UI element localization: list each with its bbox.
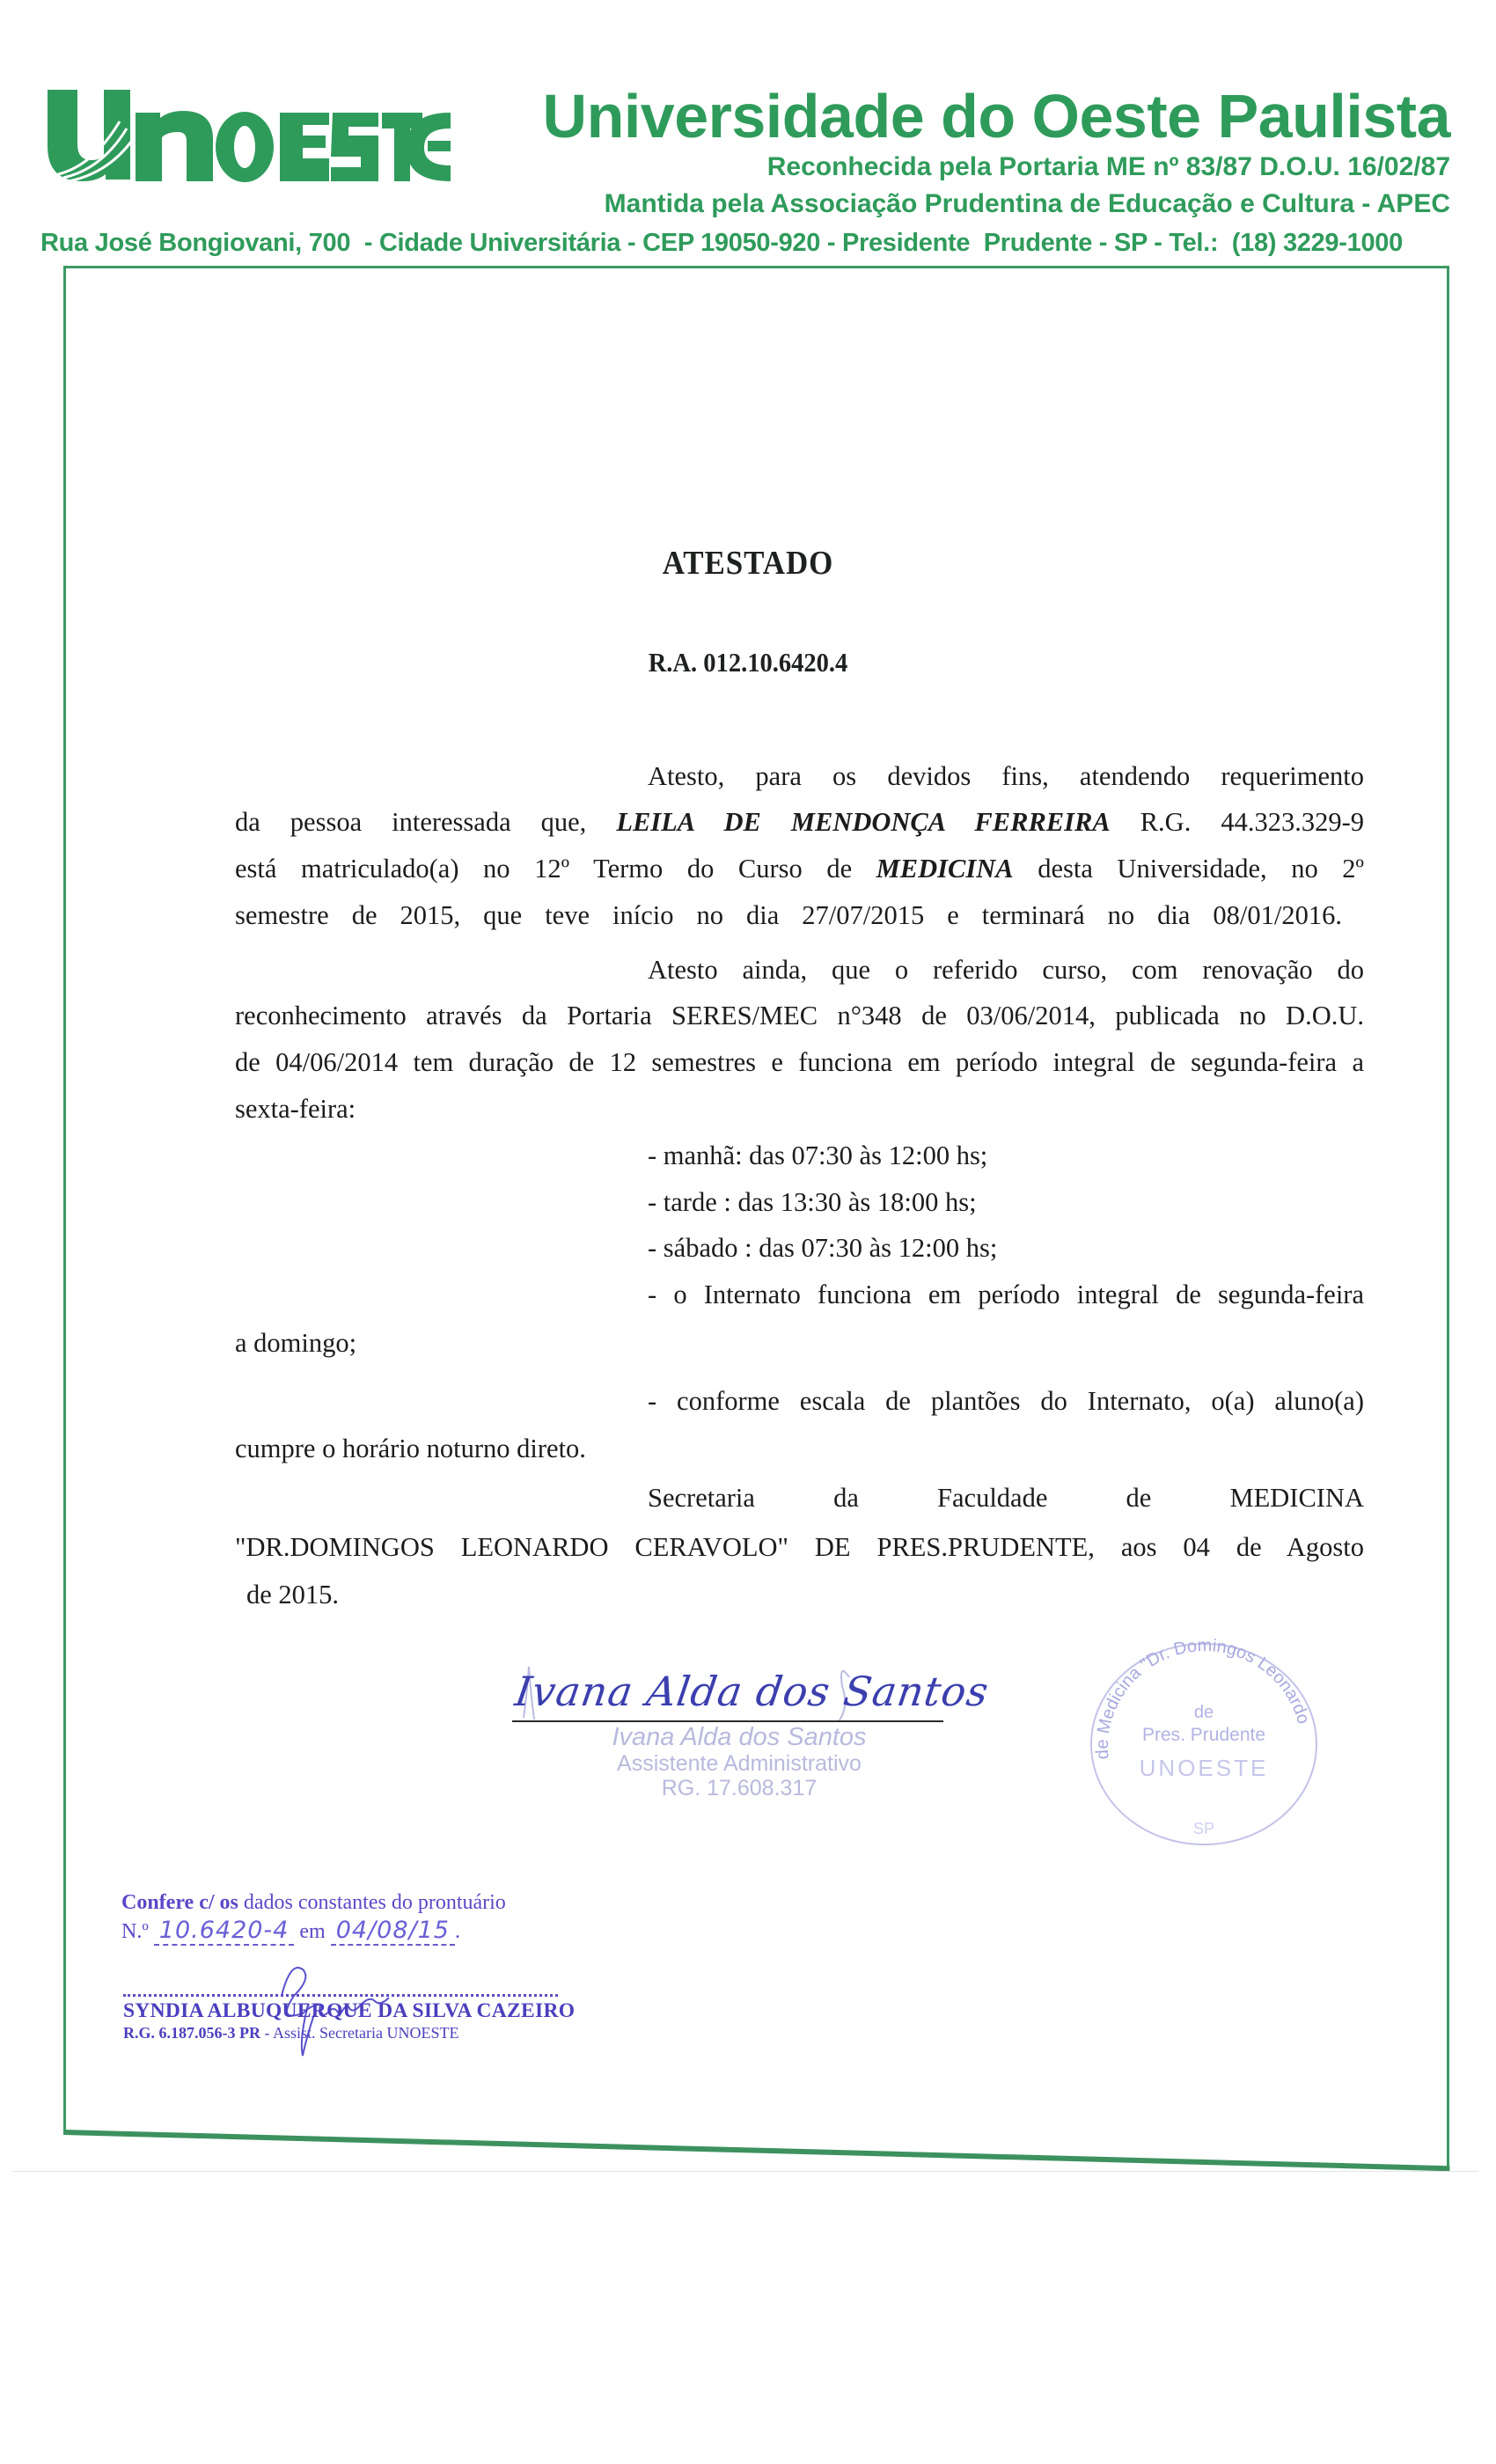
night-shift-line1: - conforme escala de plantões do Internato, o(a) aluno(a) bbox=[648, 1386, 1364, 1416]
course-name: MEDICINA bbox=[876, 854, 1014, 884]
record-number-value: 10.6420-4 bbox=[154, 1917, 295, 1946]
verifier-rg: R.G. 6.187.056-3 PR bbox=[123, 2024, 260, 2042]
verification-stamp-line1 bbox=[121, 1891, 506, 1915]
paragraph1-line2 bbox=[235, 804, 1364, 840]
paragraph2-line1: Atesto ainda, que o referido curso, com renovação do bbox=[648, 955, 1364, 985]
signature-line bbox=[512, 1720, 943, 1722]
verification-stamp-line2 bbox=[121, 1917, 460, 1946]
unoeste-logo-icon bbox=[40, 86, 454, 183]
frame-border-top bbox=[63, 266, 1448, 268]
verifier-dotted-line bbox=[123, 1994, 558, 1997]
student-name: LEILA DE MENDONÇA FERREIRA bbox=[616, 807, 1111, 837]
paragraph2-line2: reconhecimento através da Portaria SERES/MEC n°348 de 03/06/2014, publicada no D.O.U. bbox=[235, 1001, 1364, 1030]
frame-border-bottom bbox=[63, 2130, 1450, 2171]
address-line: Rua José Bongiovani, 700 - Cidade Universitária - CEP 19050-920 - Presidente Prudente - SP - Tel.: (18) 3229-1000 bbox=[40, 229, 1403, 257]
handwritten-signature: Ivana Alda dos Santos bbox=[512, 1668, 993, 1715]
university-name: Universidade do Oeste Paulista bbox=[542, 82, 1450, 150]
frame-border-right bbox=[1447, 266, 1449, 2167]
paragraph2-line4: sexta-feira: bbox=[235, 1094, 356, 1124]
paragraph1-line3-suffix: desta Universidade, no 2º bbox=[1038, 854, 1364, 884]
schedule-item-afternoon: - tarde : das 13:30 às 18:00 hs; bbox=[648, 1187, 977, 1217]
closing-line1: Secretaria da Faculdade de MEDICINA bbox=[648, 1483, 1364, 1513]
verifier-role: - Assist. Secretaria UNOESTE bbox=[264, 2024, 459, 2042]
paragraph1-line2-prefix: da pessoa interessada que, bbox=[235, 807, 587, 837]
signer-stamp-name: Ivana Alda dos Santos bbox=[612, 1723, 867, 1751]
schedule-item-saturday: - sábado : das 07:30 às 12:00 hs; bbox=[648, 1233, 998, 1263]
verification-stamp-rest: dados constantes do prontuário bbox=[243, 1891, 506, 1914]
schedule-item-morning: - manhã: das 07:30 às 12:00 hs; bbox=[648, 1140, 988, 1170]
signer-stamp-role: Assistente Administrativo bbox=[617, 1751, 862, 1776]
ra-number: R.A. 012.10.6420.4 bbox=[648, 647, 848, 678]
verifier-details bbox=[123, 2024, 458, 2042]
record-date-label: em bbox=[299, 1920, 326, 1943]
seal-line3: UNOESTE bbox=[1139, 1755, 1269, 1781]
paragraph1-line1: Atesto, para os devidos fins, atendendo requerimento bbox=[648, 761, 1364, 791]
verification-stamp-bold: Confere c/ os bbox=[121, 1891, 238, 1914]
student-rg: R.G. 44.323.329-9 bbox=[1140, 807, 1365, 837]
paragraph1-line3 bbox=[235, 851, 1364, 886]
schedule-continuation: a domingo; bbox=[235, 1328, 357, 1358]
official-seal bbox=[1081, 1637, 1327, 1857]
unoeste-logo bbox=[40, 86, 454, 183]
closing-line3: de 2015. bbox=[246, 1580, 340, 1610]
signer-stamp-rg: RG. 17.608.317 bbox=[661, 1776, 818, 1800]
document-title: ATESTADO bbox=[662, 545, 834, 582]
night-shift-line2: cumpre o horário noturno direto. bbox=[235, 1434, 586, 1463]
record-end-period: . bbox=[454, 1920, 460, 1943]
recognition-line: Reconhecida pela Portaria ME nº 83/87 D.O.U. 16/02/87 bbox=[766, 152, 1450, 181]
seal-arc-text: de Medicina "Dr. Domingos Leonardo bbox=[1092, 1637, 1314, 1760]
paragraph1-line4: semestre de 2015, que teve início no dia 27/07/2015 e terminará no dia 08/01/2016. bbox=[235, 900, 1342, 930]
record-number-label: N.º bbox=[121, 1920, 149, 1943]
seal-line2: Pres. Prudente bbox=[1141, 1725, 1266, 1745]
maintainer-line: Mantida pela Associação Prudentina de Educação e Cultura - APEC bbox=[604, 189, 1450, 218]
scan-edge-line bbox=[12, 2171, 1478, 2172]
seal-line4: SP bbox=[1192, 1820, 1215, 1837]
verifier-name: SYNDIA ALBUQUERQUE DA SILVA CAZEIRO bbox=[123, 1999, 576, 2022]
closing-line2: "DR.DOMINGOS LEONARDO CERAVOLO" DE PRES.PRUDENTE, aos 04 de Agosto bbox=[235, 1532, 1364, 1562]
seal-line1: de bbox=[1193, 1703, 1214, 1722]
schedule-item-internato: - o Internato funciona em período integral de segunda-feira bbox=[648, 1280, 1364, 1309]
paragraph2-line3: de 04/06/2014 tem duração de 12 semestres e funciona em período integral de segunda-feira a bbox=[235, 1047, 1364, 1077]
record-date-value: 04/08/15 bbox=[331, 1917, 455, 1946]
paragraph1-line3-prefix: está matriculado(a) no 12º Termo do Curso de bbox=[235, 854, 853, 884]
